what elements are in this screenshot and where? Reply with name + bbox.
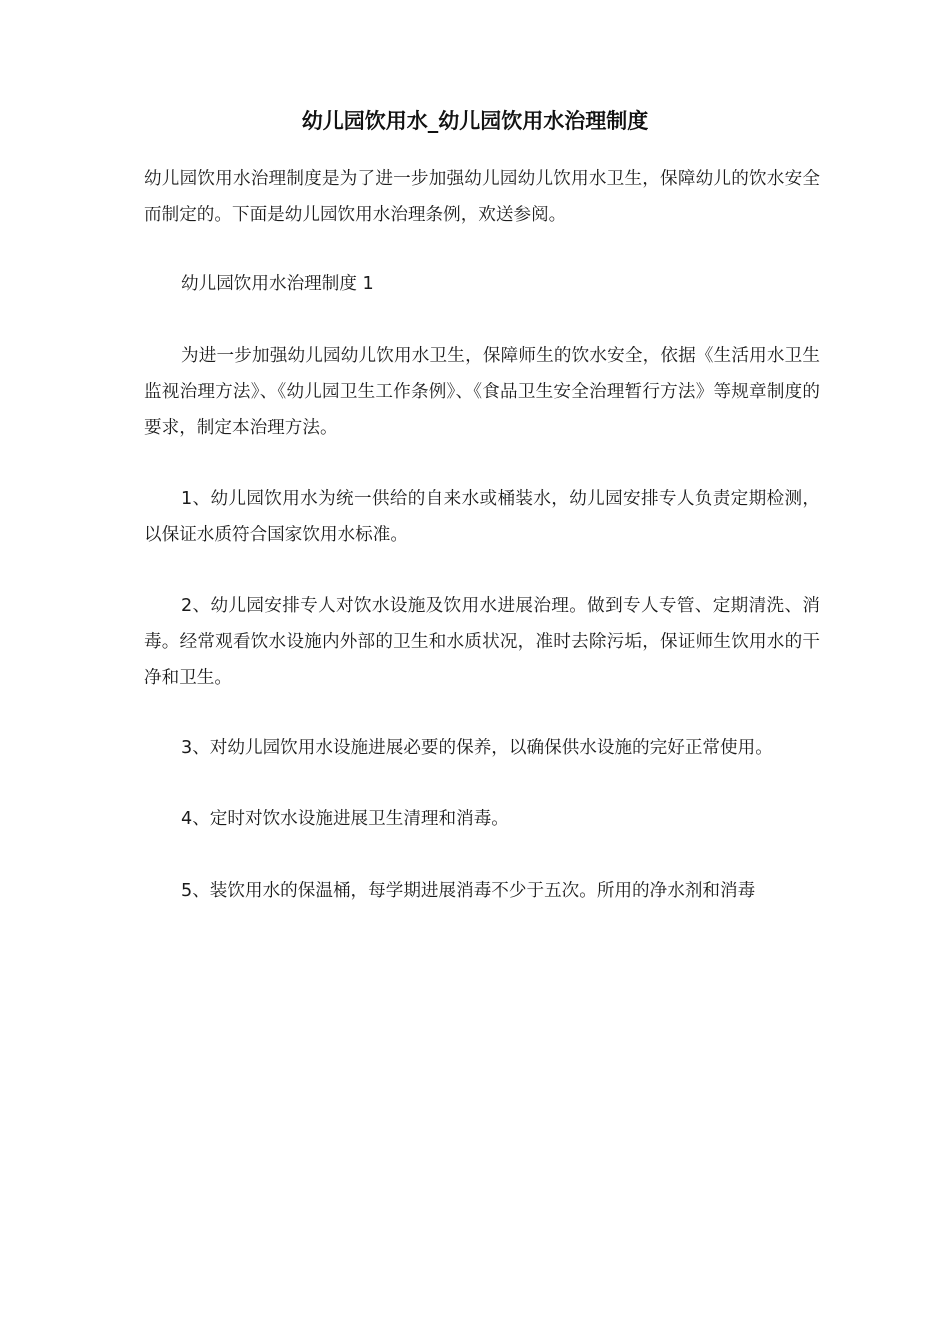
section-body-paragraph: 为进一步加强幼儿园幼儿饮用水卫生，保障师生的饮水安全，依据《生活用水卫生监视治理方法》、《幼儿园卫生工作条例》、《食品卫生安全治理暂行方法》等规章制度的要求，制定本治理方法。	[144, 346, 820, 438]
list-item: 3、对幼儿园饮用水设施进展必要的保养，以确保供水设施的完好正常使用。	[181, 738, 773, 758]
intro-paragraph: 幼儿园饮用水治理制度是为了进一步加强幼儿园幼儿饮用水卫生，保障幼儿的饮水安全而制定的。下面是幼儿园饮用水治理条例，欢送参阅。	[144, 169, 820, 225]
list-item: 1、幼儿园饮用水为统一供给的自来水或桶装水，幼儿园安排专人负责定期检测，以保证水质符合国家饮用水标准。	[144, 489, 820, 545]
document-title: 幼儿园饮用水_幼儿园饮用水治理制度	[301, 109, 649, 133]
list-item: 2、幼儿园安排专人对饮水设施及饮用水进展治理。做到专人专管、定期清洗、消毒。经常观看饮水设施内外部的卫生和水质状况，准时去除污垢，保证师生饮用水的干净和卫生。	[144, 596, 820, 688]
list-item: 4、定时对饮水设施进展卫生清理和消毒。	[181, 809, 509, 829]
list-item: 5、装饮用水的保温桶，每学期进展消毒不少于五次。所用的净水剂和消毒	[181, 881, 756, 901]
section-heading: 幼儿园饮用水治理制度 1	[181, 274, 374, 294]
